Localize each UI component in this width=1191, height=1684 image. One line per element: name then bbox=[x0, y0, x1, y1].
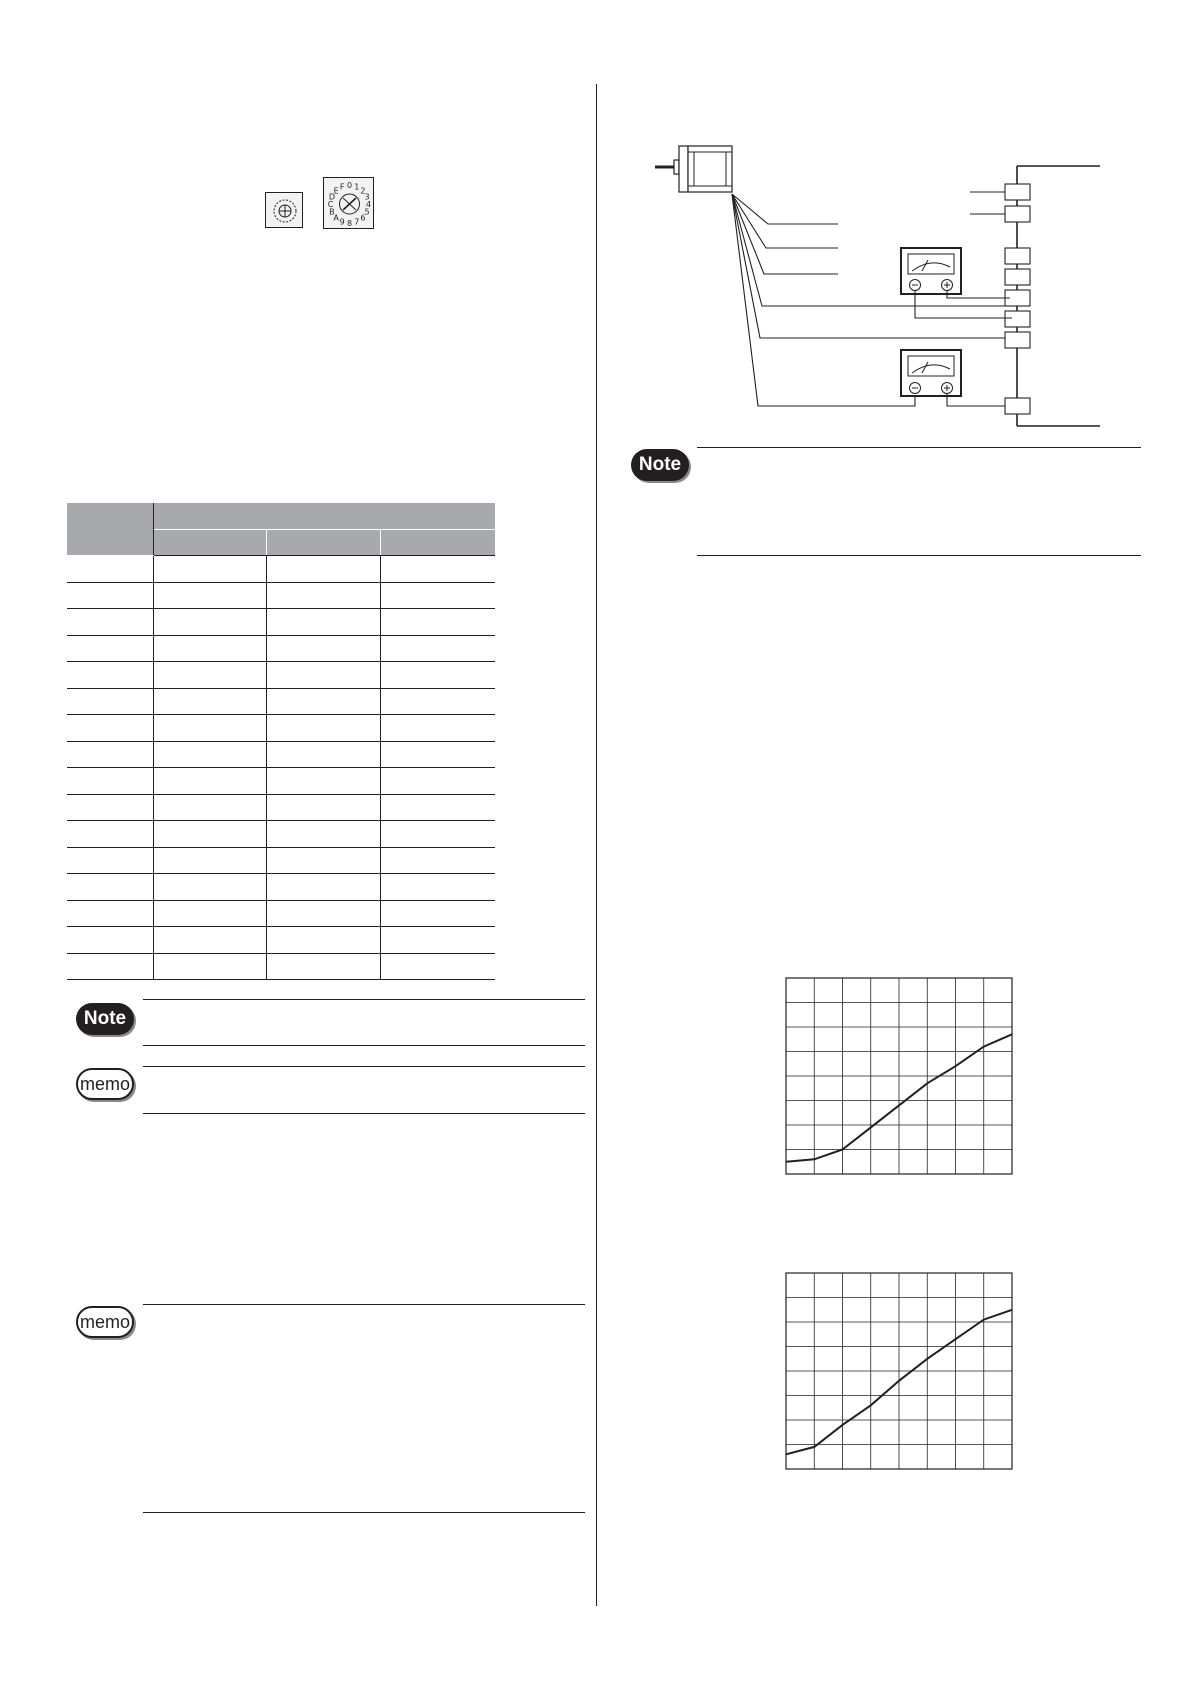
table-cell bbox=[266, 821, 381, 848]
meter-icon-1 bbox=[901, 248, 1012, 318]
table-row bbox=[67, 874, 495, 901]
note-badge-right: Note bbox=[631, 449, 689, 481]
table-header-cell bbox=[67, 503, 153, 556]
table-cell bbox=[67, 874, 153, 901]
dial-digit: 7 bbox=[354, 217, 360, 227]
table-row bbox=[67, 794, 495, 821]
table-cell bbox=[153, 688, 266, 715]
table-cell bbox=[67, 582, 153, 609]
table-cell bbox=[153, 953, 266, 980]
table-cell bbox=[266, 847, 381, 874]
table-cell bbox=[67, 768, 153, 795]
memo2-rule-bottom bbox=[143, 1512, 585, 1513]
table-cell bbox=[266, 609, 381, 636]
dial-digit: D bbox=[328, 192, 335, 202]
line-chart-1 bbox=[786, 978, 1012, 1174]
table-cell bbox=[67, 847, 153, 874]
table-cell bbox=[153, 900, 266, 927]
memo-rule-top bbox=[143, 1066, 585, 1067]
table-row bbox=[67, 715, 495, 742]
table-cell bbox=[67, 556, 153, 583]
table-cell bbox=[266, 635, 381, 662]
table-cell bbox=[266, 688, 381, 715]
table-cell bbox=[381, 609, 495, 636]
note-rule-top bbox=[143, 999, 585, 1000]
table-cell bbox=[67, 715, 153, 742]
column-divider bbox=[596, 84, 597, 1606]
table-row bbox=[67, 927, 495, 954]
table-cell bbox=[67, 609, 153, 636]
note-rule-bottom bbox=[143, 1045, 585, 1046]
table-cell bbox=[266, 662, 381, 689]
dial-digit: 0 bbox=[346, 181, 353, 190]
spec-table bbox=[67, 503, 495, 980]
table-cell bbox=[153, 874, 266, 901]
table-cell bbox=[381, 635, 495, 662]
table-cell bbox=[153, 821, 266, 848]
table-cell bbox=[381, 821, 495, 848]
table-cell bbox=[153, 715, 266, 742]
table-cell bbox=[381, 953, 495, 980]
table-cell bbox=[381, 688, 495, 715]
table-subheader-cell bbox=[153, 530, 266, 556]
wiring-diagram bbox=[650, 140, 1150, 440]
table-row bbox=[67, 847, 495, 874]
rotary-switch-small-icon bbox=[265, 192, 303, 228]
table-subheader-cell bbox=[266, 530, 381, 556]
table-cell bbox=[381, 741, 495, 768]
table-cell bbox=[381, 715, 495, 742]
dial-digit: B bbox=[329, 207, 335, 217]
table-cell bbox=[153, 635, 266, 662]
table-cell bbox=[67, 741, 153, 768]
table-cell bbox=[153, 662, 266, 689]
table-row bbox=[67, 556, 495, 583]
dial-digit: F bbox=[339, 182, 345, 192]
memo-badge-1: memo bbox=[76, 1068, 134, 1100]
motor-icon bbox=[655, 146, 732, 192]
table-cell bbox=[266, 874, 381, 901]
memo-badge-2: memo bbox=[76, 1306, 134, 1338]
table-cell bbox=[67, 927, 153, 954]
table-row bbox=[67, 953, 495, 980]
memo2-rule-top bbox=[143, 1304, 585, 1305]
table-cell bbox=[266, 927, 381, 954]
table-row bbox=[67, 582, 495, 609]
dial-digit: C bbox=[327, 200, 334, 209]
table-cell bbox=[67, 635, 153, 662]
note-badge-left: Note bbox=[76, 1003, 134, 1035]
table-cell bbox=[153, 847, 266, 874]
table-cell bbox=[381, 662, 495, 689]
rotary-switch-large-icon bbox=[323, 177, 374, 229]
table-cell bbox=[266, 953, 381, 980]
note-right-rule-bottom bbox=[697, 555, 1141, 556]
dial-digit: 3 bbox=[364, 192, 370, 202]
table-row bbox=[67, 635, 495, 662]
table-cell bbox=[266, 556, 381, 583]
table-row bbox=[67, 768, 495, 795]
table-cell bbox=[381, 847, 495, 874]
dial-digit: 6 bbox=[360, 213, 366, 223]
table-cell bbox=[381, 556, 495, 583]
table-cell bbox=[381, 794, 495, 821]
table-cell bbox=[67, 662, 153, 689]
table-cell bbox=[381, 768, 495, 795]
dial-digit: A bbox=[333, 213, 339, 223]
table-cell bbox=[67, 794, 153, 821]
dial-digit: 9 bbox=[339, 217, 345, 227]
table-row bbox=[67, 741, 495, 768]
table-row bbox=[67, 662, 495, 689]
table-header-cell bbox=[153, 503, 495, 530]
table-cell bbox=[266, 715, 381, 742]
dial-digit: 4 bbox=[365, 200, 372, 209]
table-cell bbox=[153, 582, 266, 609]
table-subheader-cell bbox=[381, 530, 495, 556]
table-cell bbox=[266, 741, 381, 768]
table-row bbox=[67, 688, 495, 715]
table-cell bbox=[153, 741, 266, 768]
table-row bbox=[67, 821, 495, 848]
table-row bbox=[67, 609, 495, 636]
dial-digit: 1 bbox=[354, 182, 360, 192]
table-row bbox=[67, 900, 495, 927]
memo-rule-bottom bbox=[143, 1113, 585, 1114]
table-cell bbox=[266, 900, 381, 927]
dial-digit: 8 bbox=[346, 219, 353, 228]
table-cell bbox=[381, 927, 495, 954]
table-cell bbox=[67, 821, 153, 848]
table-cell bbox=[153, 927, 266, 954]
dial-digit: 5 bbox=[364, 207, 370, 217]
table-cell bbox=[381, 874, 495, 901]
table-cell bbox=[153, 768, 266, 795]
table-cell bbox=[67, 688, 153, 715]
table-cell bbox=[153, 609, 266, 636]
note-right-rule-top bbox=[697, 447, 1141, 448]
meter-icon-2 bbox=[901, 350, 1005, 406]
dial-digit: 2 bbox=[360, 186, 366, 196]
table-cell bbox=[153, 556, 266, 583]
table-cell bbox=[67, 900, 153, 927]
table-cell bbox=[266, 768, 381, 795]
table-cell bbox=[381, 582, 495, 609]
table-cell bbox=[266, 794, 381, 821]
table-cell bbox=[153, 794, 266, 821]
table-cell bbox=[266, 582, 381, 609]
table-cell bbox=[381, 900, 495, 927]
table-cell bbox=[67, 953, 153, 980]
line-chart-2 bbox=[786, 1273, 1012, 1469]
dial-digit: E bbox=[333, 186, 339, 196]
